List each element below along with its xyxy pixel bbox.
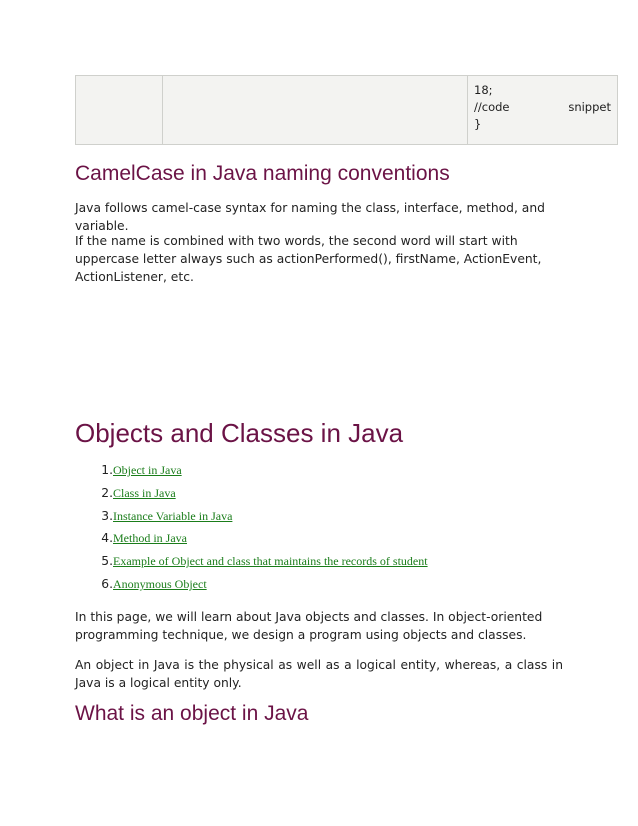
table-cell-empty-1 xyxy=(76,76,163,145)
code-line-2 xyxy=(474,99,611,116)
list-item xyxy=(101,463,428,486)
code-comment-word: snippet xyxy=(568,100,611,114)
list-item xyxy=(101,577,428,600)
camelcase-heading: CamelCase in Java naming conventions xyxy=(75,162,450,185)
link-instance-variable[interactable]: Instance Variable in Java xyxy=(113,508,233,523)
list-item xyxy=(101,486,428,509)
code-comment: //code xyxy=(474,100,510,114)
code-line-1: 18; xyxy=(474,83,493,97)
link-object-in-java[interactable]: Object in Java xyxy=(113,463,182,477)
code-table xyxy=(75,75,618,145)
camelcase-paragraph-2: If the name is combined with two words, the second word will start with uppercase letter always such as actionPerformed(), firstName, ActionEvent, ActionListener, etc. xyxy=(75,234,542,284)
objects-heading: Objects and Classes in Java xyxy=(75,418,404,448)
link-class-in-java[interactable]: Class in Java xyxy=(113,485,176,500)
camelcase-paragraph-1: Java follows camel-case syntax for naming the class, interface, method, and variable. xyxy=(75,201,545,233)
link-method-in-java[interactable]: Method in Java xyxy=(113,531,187,546)
link-anonymous-object[interactable]: Anonymous Object xyxy=(113,576,207,591)
list-item xyxy=(101,509,428,532)
topic-links-list xyxy=(101,463,428,600)
code-line-3: } xyxy=(474,117,482,131)
list-number: 5. xyxy=(101,554,113,569)
list-item xyxy=(101,554,428,577)
list-number: 2. xyxy=(101,485,113,500)
link-example-object-class[interactable]: Example of Object and class that maintains the records of student xyxy=(113,554,428,569)
what-is-object-heading: What is an object in Java xyxy=(75,702,309,725)
list-number: 4. xyxy=(101,531,113,546)
code-snippet-cell xyxy=(468,76,618,145)
list-number: 3. xyxy=(101,508,113,523)
list-item xyxy=(101,531,428,554)
list-number: 1. xyxy=(101,463,113,477)
objects-paragraph-2: An object in Java is the physical as well as a logical entity, whereas, a class in Java is a logical entity only. xyxy=(75,658,563,690)
list-number: 6. xyxy=(101,576,113,591)
table-cell-empty-2 xyxy=(163,76,468,145)
objects-paragraph-1: In this page, we will learn about Java objects and classes. In object-oriented programming technique, we design a program using objects and classes. xyxy=(75,610,543,642)
